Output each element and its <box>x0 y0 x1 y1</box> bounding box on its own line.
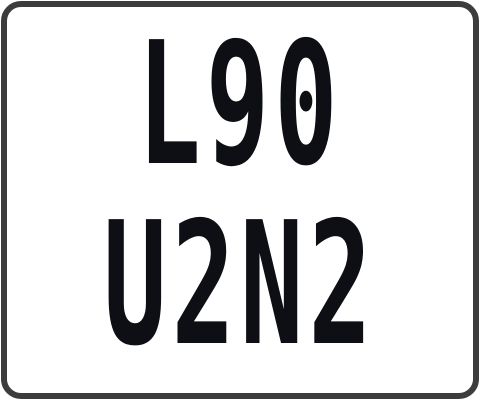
plate-line-2: U2N2 <box>103 186 377 384</box>
plate-line-1: L90 <box>137 6 343 204</box>
